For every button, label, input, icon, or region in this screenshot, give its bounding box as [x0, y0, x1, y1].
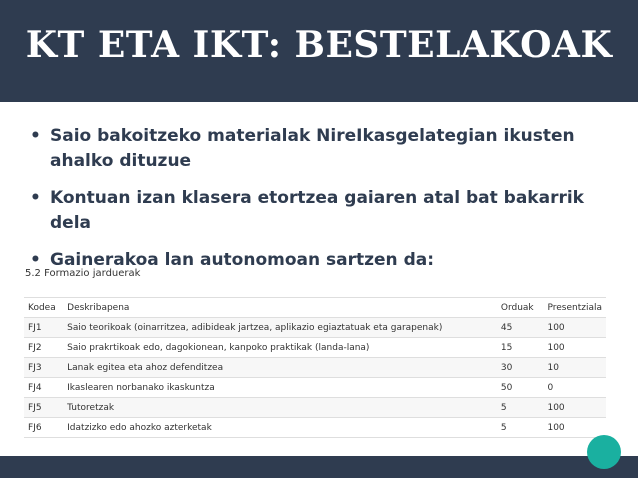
column-header-description: Deskribapena: [63, 298, 497, 318]
cell-description: Saio prakrtikoak edo, dagokionean, kanpoko praktikak (landa-lana): [63, 338, 497, 358]
table-row: [24, 418, 606, 438]
table-row: [24, 398, 606, 418]
table-row: [24, 358, 606, 378]
bullet-text: Saio bakoitzeko materialak NireIkasgelategian ikusten ahalko dituzue: [50, 126, 575, 171]
cell-hours: 15: [497, 338, 544, 358]
cell-hours: 5: [497, 418, 544, 438]
slide-title: KT ETA IKT: BESTELAKOAK: [25, 24, 613, 66]
cell-description: Idatzizko edo ahozko azterketak: [63, 418, 497, 438]
cell-code: FJ1: [24, 318, 63, 338]
cell-code: FJ5: [24, 398, 63, 418]
accent-circle-icon: [587, 435, 621, 469]
column-header-code: Kodea: [24, 298, 63, 318]
cell-presential: 0: [543, 378, 606, 398]
cell-hours: 5: [497, 398, 544, 418]
column-header-presential: Presentziala: [543, 298, 606, 318]
bullet-text: Kontuan izan klasera etortzea gaiaren atal bat bakarrik dela: [50, 188, 584, 233]
bullet-item: [30, 124, 620, 174]
cell-presential: 100: [543, 398, 606, 418]
table-section-heading: 5.2 Formazio jarduerak: [25, 268, 141, 279]
cell-code: FJ3: [24, 358, 63, 378]
cell-code: FJ6: [24, 418, 63, 438]
cell-description: Tutoretzak: [63, 398, 497, 418]
column-header-hours: Orduak: [497, 298, 544, 318]
cell-presential: 100: [543, 418, 606, 438]
cell-description: Lanak egitea eta ahoz defenditzea: [63, 358, 497, 378]
cell-description: Ikaslearen norbanako ikaskuntza: [63, 378, 497, 398]
slide-footer-bar: [0, 456, 638, 478]
activities-table: [24, 297, 606, 438]
table-row: [24, 338, 606, 358]
cell-presential: 100: [543, 338, 606, 358]
cell-hours: 30: [497, 358, 544, 378]
table-header-row: [24, 298, 606, 318]
bullet-icon: •: [30, 188, 41, 208]
bullet-list: [30, 124, 620, 285]
cell-code: FJ2: [24, 338, 63, 358]
bullet-item: [30, 186, 620, 236]
table-row: [24, 378, 606, 398]
bullet-icon: •: [30, 126, 41, 146]
cell-description: Saio teorikoak (oinarritzea, adibideak jartzea, aplikazio egiaztatuak eta garapenak): [63, 318, 497, 338]
cell-code: FJ4: [24, 378, 63, 398]
bullet-text: Gainerakoa lan autonomoan sartzen da:: [50, 250, 435, 270]
table-row: [24, 318, 606, 338]
slide-header: [0, 0, 638, 102]
cell-presential: 10: [543, 358, 606, 378]
cell-hours: 50: [497, 378, 544, 398]
bullet-icon: •: [30, 250, 41, 270]
cell-presential: 100: [543, 318, 606, 338]
cell-hours: 45: [497, 318, 544, 338]
